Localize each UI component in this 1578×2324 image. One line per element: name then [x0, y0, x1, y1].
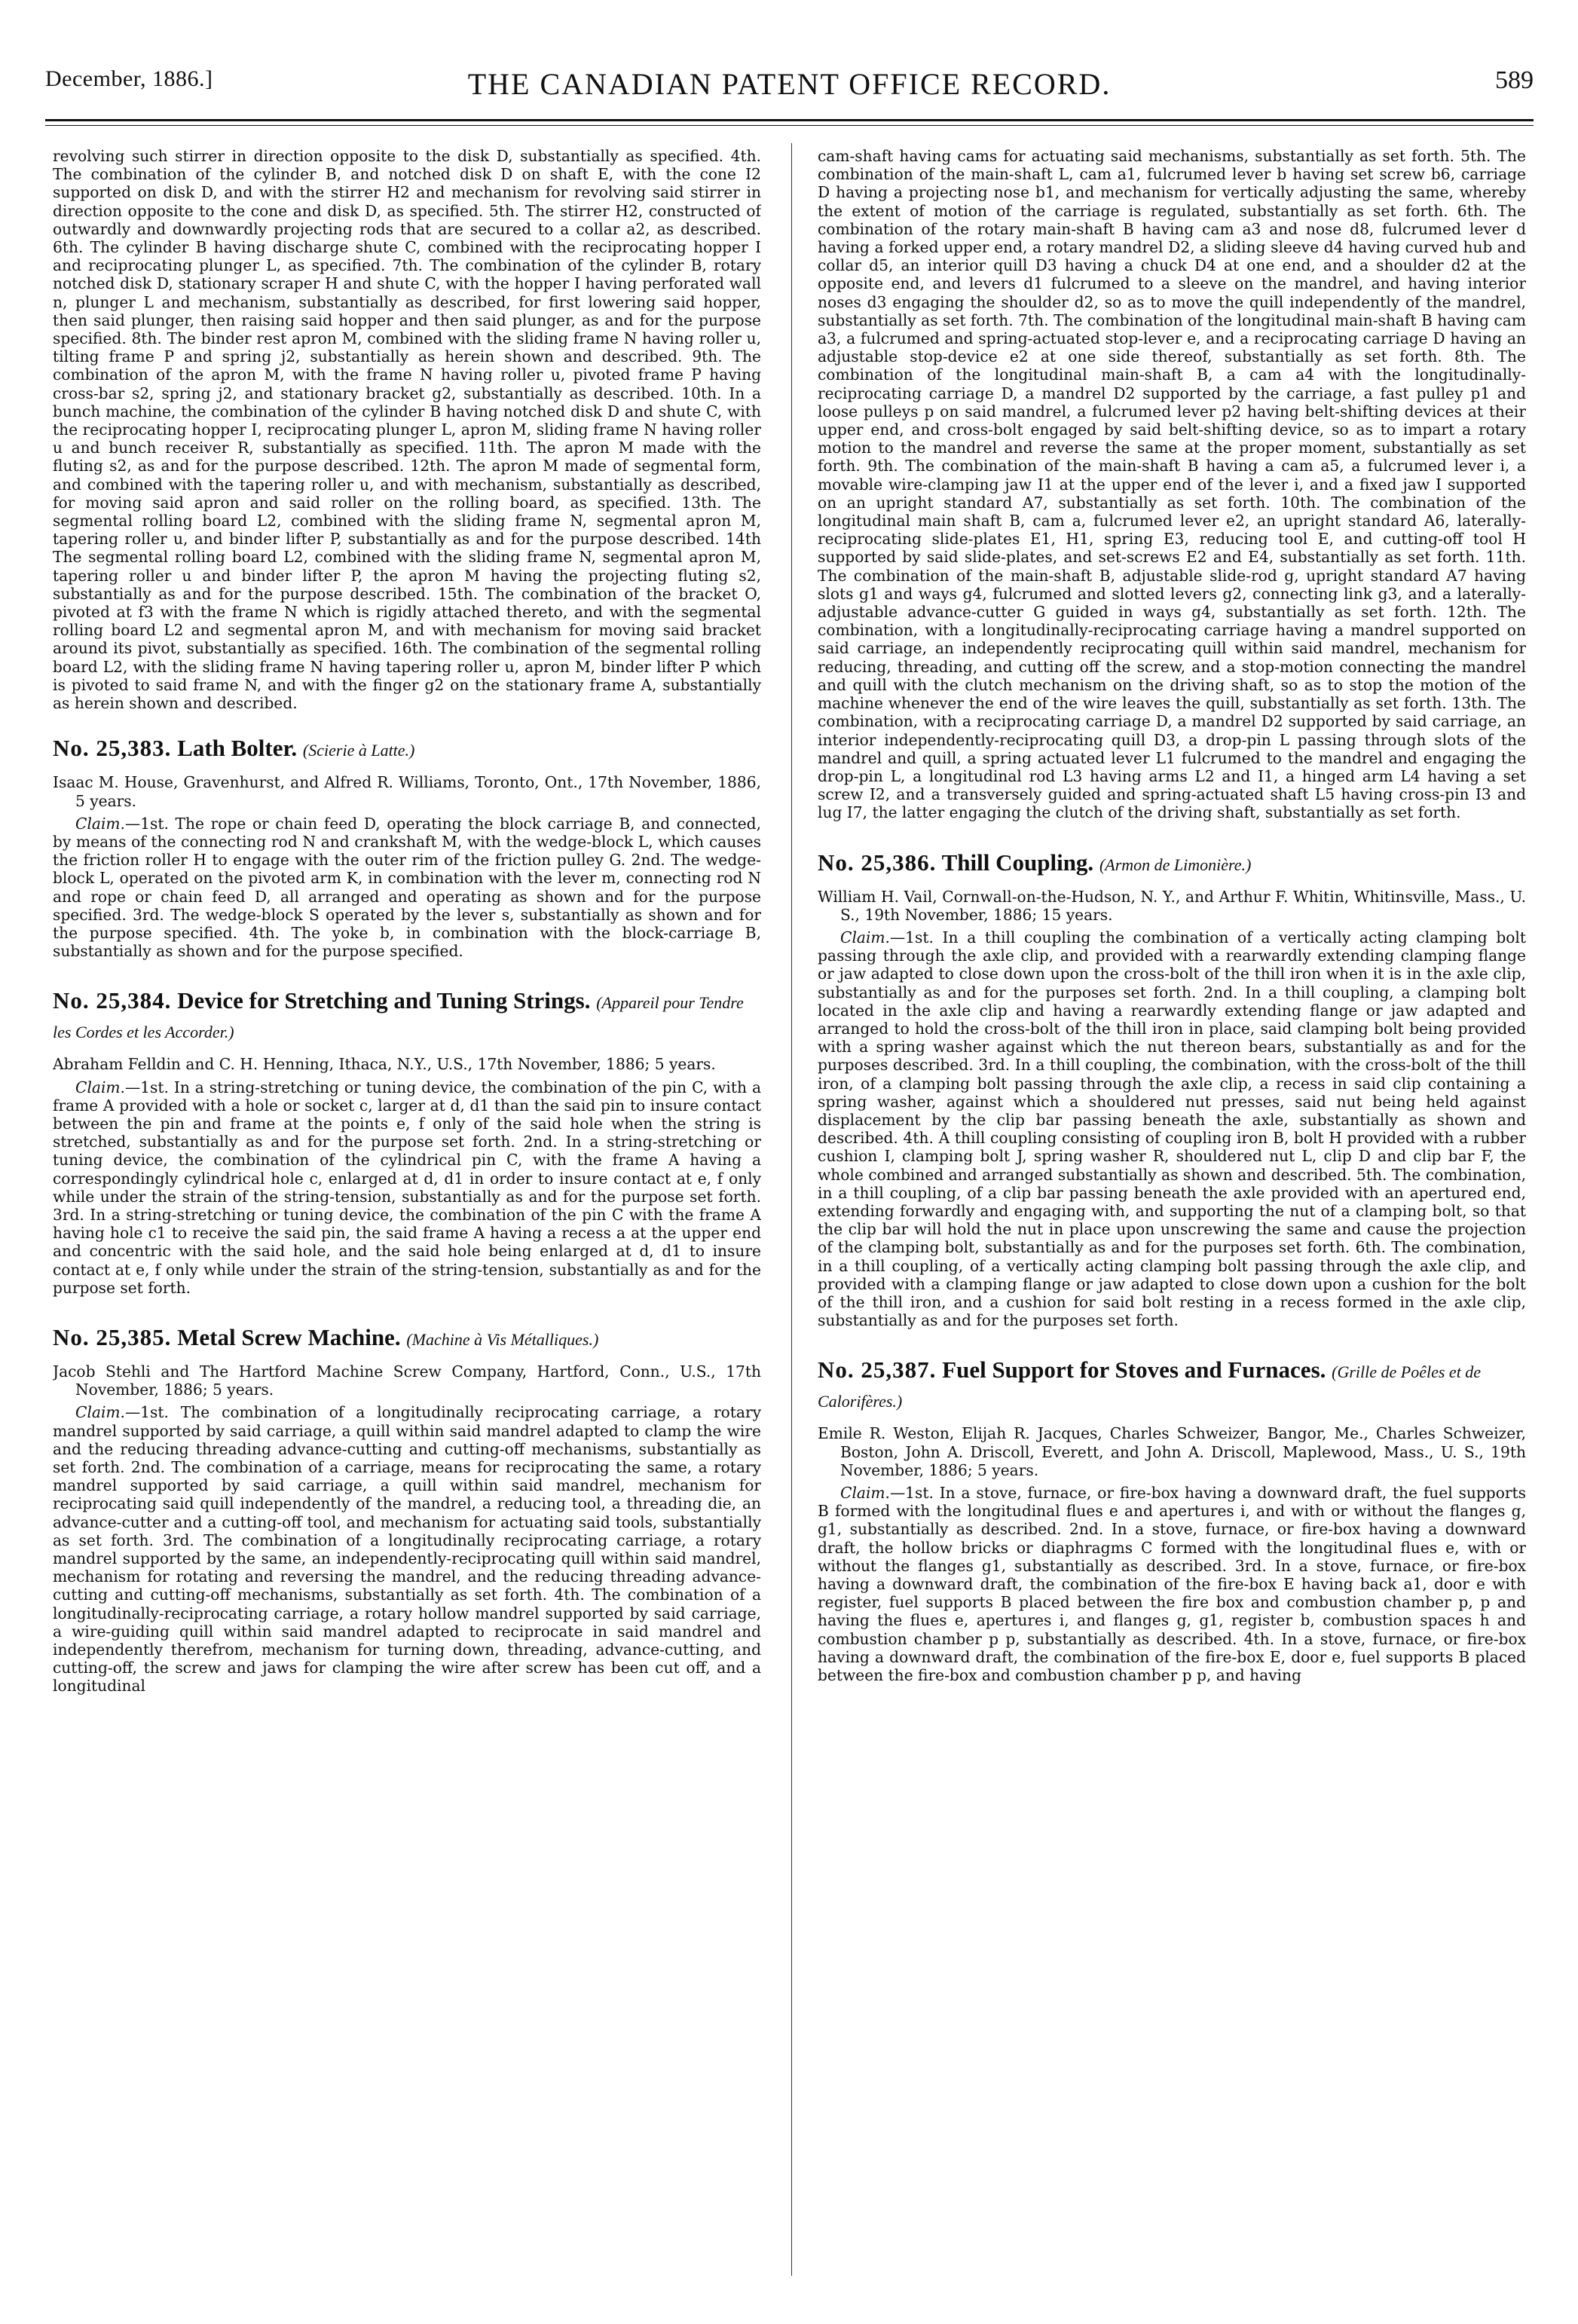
left-column [53, 147, 761, 2295]
patentees: Jacob Stehli and The Hartford Machine Screw Company, Hartford, Conn., U.S., 17th November, 1886; 5 years. [53, 1362, 761, 1399]
patent-french-title: (Scierie à Latte.) [302, 741, 415, 760]
header-rule [45, 119, 1534, 121]
header-date: December, 1886.] [45, 66, 213, 91]
patent-entry-25386 [818, 849, 1526, 1330]
patent-title: Metal Screw Machine. [177, 1323, 401, 1350]
claim-text [818, 928, 1526, 1329]
page-header [45, 66, 1534, 112]
patent-number: No. 25,386. [818, 849, 937, 876]
entry-title [53, 987, 761, 1046]
claim-label: Claim. [75, 1403, 125, 1422]
patent-title: Device for Stretching and Tuning Strings. [177, 987, 591, 1014]
patent-french-title: (Grille de Poêles et de Calorifères.) [818, 1362, 1482, 1411]
patent-entry-25384 [53, 987, 761, 1297]
header-rule-thin [45, 125, 1534, 126]
claim-label: Claim. [840, 1484, 890, 1502]
claim-text [53, 1078, 761, 1297]
patent-entry-25385 [53, 1324, 761, 1696]
patent-french-title: (Appareil pour Tendre les Cordes et les Accorder.) [53, 993, 744, 1042]
claim-body: —1st. In a thill coupling the combination of a vertically acting clamping bolt passing through the axle clip, and provided with a rearwardly extending clamping flange or jaw adapted to close down upon the cross-bolt of the thill iron when it is in the axle clip, substantially as and for the purposes set forth. 2nd. In a thill coupling, a clamping bolt located in the axle clip and having a rearwardly extending flange or jaw adapted and arranged to hold the cross-bolt of the thill iron in place, said clamping bolt being provided with a spring washer against which the nut thereon bears, substantially as and for the purposes described. 3rd. In a thill coupling, the combination, with the cross-bolt of the thill iron, of a clamping bolt passing through the axle clip, a recess in said clip containing a spring washer, against which a shouldered nut presses, said nut being held against displacement by the clip bar passing beneath the axle, substantially as shown and described. 4th. A thill coupling consisting of coupling iron B, bolt H provided with a rubber cushion I, clamping bolt J, spring washer R, shouldered nut L, clip D and clip bar F, the whole combined and arranged substantially as shown and described. 5th. The combination, in a thill coupling, of a clip bar passing beneath the axle provided with an apertured end, extending forwardly and engaging with, and supporting the nut of a clamping bolt, so that the clip bar will hold the nut in place upon unscrewing the same and cause the projection of the clamping bolt, substantially as and for the purposes set forth. 6th. The combination, in a thill coupling, of a vertically acting clamping bolt passing through the axle clip, and provided with a clamping flange or jaw adapted to close down upon a cushion for the bolt of the thill iron, and a cushion for said bolt resting in a recess formed in the axle clip, substantially as and for the purposes set forth. [818, 928, 1526, 1330]
patent-french-title: (Machine à Vis Métalliques.) [406, 1329, 599, 1349]
patent-title: Thill Coupling. [941, 849, 1094, 876]
patent-number: No. 25,385. [53, 1323, 172, 1350]
patent-title: Lath Bolter. [177, 735, 298, 762]
continued-claims-text: revolving such stirrer in direction opposite to the disk D, substantially as specified. 4th. The combination of the cylinder B, and notched disk D on shaft E, with the cone I2 supported on disk D, and with the stirrer H2 and mechanism for revolving said stirrer in direction opposite to the cone and disk D, as specified. 5th. The stirrer H2, constructed of outwardly and downwardly projecting rods that are secured to a collar a2, as described. 6th. The cylinder B having discharge shute C, combined with the reciprocating hopper I and reciprocating plunger L, as specified. 7th. The combination of the cylinder B, rotary notched disk D, stationary scraper H and shute C, with the hopper I having perforated wall n, plunger L and mechanism, substantially as described, for first lowering said hopper, then said plunger, then raising said hopper and then said plunger, as and for the purpose specified. 8th. The binder rest apron M, combined with the sliding frame N having roller u, tilting frame P and spring j2, substantially as herein shown and described. 9th. The combination of the apron M, with the frame N having roller u, pivoted frame P having cross-bar s2, spring j2, and stationary bracket g2, substantially as described. 10th. In a bunch machine, the combination of the cylinder B having notched disk D and shute C, with the reciprocating hopper I, reciprocating plunger L, apron M, sliding frame N having roller u and bunch receiver R, substantially as specified. 11th. The apron M made with the fluting s2, as and for the purpose described. 12th. The apron M made of segmental form, and combined with the tapering roller u, and with mechanism, substantially as described, for moving said apron and said roller on the rolling board, as specified. 13th. The segmental rolling board L2, combined with the sliding frame N, segmental apron M, tapering roller u, and binder lifter P, substantially as and for the purpose described. 14th The segmental rolling board L2, combined with the sliding frame N, segmental apron M, tapering roller u and binder lifter P, the apron M having the projecting fluting s2, substantially as and for the purpose described. 15th. The combination of the bracket O, pivoted at f3 with the frame N which is rigidly attached thereto, and with the segmental rolling board L2 and segmental apron M, and with mechanism for moving said bracket around its pivot, substantially as specified. 16th. The combination of the segmental rolling board L2, with the sliding frame N having tapering roller u, apron M, binder lifter P which is pivoted to said frame N, and with the finger g2 on the stationary frame A, substantially as herein shown and described. [53, 147, 761, 713]
claim-body: —1st. The rope or chain feed D, operating the block carriage B, and connected, by means of the connecting rod N and crankshaft M, with the wedge-block L, which causes the friction roller H to engage with the outer rim of the friction pulley G. 2nd. The wedge-block L, operated on the pivoted arm K, in combination with the lever m, connecting rod N and rope or chain feed D, all arranged and operating as shown and for the purpose specified. 3rd. The wedge-block S operated by the lever s, substantially as shown and for the purpose specified. 4th. The yoke b, in combination with the block-carriage B, substantially as shown and for the purpose specified. [53, 814, 761, 961]
claim-text [818, 1484, 1526, 1684]
patentees: Abraham Felldin and C. H. Henning, Ithaca, N.Y., U.S., 17th November, 1886; 5 years. [53, 1055, 716, 1074]
claim-label: Claim. [75, 1078, 125, 1096]
page-number: 589 [1495, 66, 1534, 94]
continued-claims-text: cam-shaft having cams for actuating said mechanisms, substantially as set forth. 5th. The combination of the main-shaft L, cam a1, fulcrumed lever b having set screw b6, carriage D having a projecting nose b1, and mechanism for vertically adjusting the same, whereby the extent of motion of the carriage is regulated, substantially as set forth. 6th. The combination of the rotary main-shaft B having cam a3 and nose d8, fulcrumed lever d having a forked upper end, a rotary mandrel D2, a sliding sleeve d4 having curved hub and collar d5, an interior quill D3 having a chuck D4 at one end, and a shoulder d2 at the opposite end, and levers d1 fulcrumed to a sleeve on the mandrel, and having interior noses d3 engaging the shoulder d2, so as to move the quill independently of the mandrel, substantially as set forth. 7th. The combination of the longitudinal main-shaft B having cam a3, a fulcrumed and spring-actuated stop-lever e, and a reciprocating carriage D having an adjustable stop-device e2 at one side thereof, substantially as set forth. 8th. The combination of the longitudinal main-shaft B, a cam a4 with the longitudinally-reciprocating carriage D, a mandrel D2 supported by the carriage, a fast pulley p1 and loose pulleys p on said mandrel, a fulcrumed lever p2 having belt-shifting devices at their upper end, and cross-bolt engaged by said belt-shifting device, so as to impart a rotary motion to the mandrel and reverse the same at the proper moment, substantially as set forth. 9th. The combination of the main-shaft B having a cam a5, a fulcrumed lever i, a movable wire-clamping jaw I1 at the upper end of the lever i, and a fixed jaw I supported on an upright standard A7, substantially as set forth. 10th. The combination of the longitudinal main shaft B, cam a, fulcrumed lever e2, an upright standard A6, laterally-reciprocating slide-plates E1, H1, spring E3, reducing tool E, and cutting-off tool H supported by said slide-plates, and set-screws E2 and E4, substantially as set forth. 11th. The combination of the main-shaft B, adjustable slide-rod g, upright standard A7 having slots g1 and ways g4, fulcrumed and slotted levers g2, connecting link g3, and a laterally-adjustable advance-cutter G guided in ways g4, substantially as set forth. 12th. The combination, with a longitudinally-reciprocating carriage having a mandrel supported on said carriage, an independently reciprocating quill within said mandrel, mechanism for reducing, threading, and cutting off the screw, and a stop-motion connecting the mandrel and quill with the clutch mechanism on the driving shaft, so as to stop the motion of the machine whenever the end of the wire leaves the quill, substantially as set forth. 13th. The combination, with a reciprocating carriage D, a mandrel D2 supported by said carriage, an interior independently-reciprocating quill D3, a drop-pin L passing through slots of the mandrel and quill, a spring actuated lever L1 fulcrumed to the mandrel and engaging the drop-pin L, a longitudinal rod L3 having arms L2 and I1, a hinged arm L4 having a set screw I2, and a transversely guided and spring-actuated shaft L5 having cross-pin I3 and lug I7, the latter engaging the clutch of the driving shaft, substantially as set forth. [818, 147, 1526, 822]
patentees: Emile R. Weston, Elijah R. Jacques, Charles Schweizer, Bangor, Me., Charles Schweizer, Boston, John A. Driscoll, Everett, and John A. Driscoll, Maplewood, Mass., U. S., 19th November, 1886; 5 years. [818, 1424, 1526, 1479]
claim-label: Claim. [75, 814, 125, 833]
claim-body: —1st. The combination of a longitudinally reciprocating carriage, a rotary mandrel supported by said carriage, a quill within said mandrel adapted to clamp the wire and the reducing threading advance-cutting and cutting-off mechanisms, substantially as set forth. 2nd. The combination of a carriage, means for reciprocating the same, a rotary mandrel supported by said carriage, a quill within said mandrel, mechanism for reciprocating said quill independently of the mandrel, a reducing tool, a threading die, an advance-cutter and a cutting-off tool, and mechanism for actuating said tools, substantially as set forth. 3rd. The combination of a longitudinally reciprocating carriage, a rotary mandrel supported by the same, an independently-reciprocating quill within said mandrel, mechanism for rotating and reversing the mandrel, and the reducing threading advance-cutting and cutting-off mechanisms, substantially as set forth. 4th. The combination of a longitudinally-reciprocating carriage, a rotary hollow mandrel supported by said carriage, a wire-guiding quill within said mandrel adapted to reciprocate in said mandrel and independently therefrom, mechanism for turning down, threading, advance-cutting, and cutting-off, the screw and jaws for clamping the wire after screw has been cut off, and a longitudinal [53, 1403, 761, 1696]
patent-french-title: (Armon de Limonière.) [1099, 855, 1252, 874]
patent-title: Fuel Support for Stoves and Furnaces. [942, 1356, 1326, 1384]
claim-body: —1st. In a string-stretching or tuning device, the combination of the pin C, with a frame A provided with a hole or socket c, larger at d, d1 than the said pin to insure contact between the pin and frame at the points e, f only of the said hole when the string is stretched, substantially as and for the purpose set forth. 2nd. In a string-stretching or tuning device, the combination of the cylindrical pin C, with the frame A having a correspondingly cylindrical hole c, enlarged at d, d1 in order to insure contact at e, f only while under the strain of the string-tension, substantially as and for the purpose set forth. 3rd. In a string-stretching or tuning device, the combination of the pin C with the frame A having hole c1 to receive the said pin, the said frame A having a recess a at the upper end and concentric with the said hole, and the said hole being enlarged at d, d1 to insure contact at e, f only while under the strain of the string-tension, substantially as and for the purpose set forth. [53, 1078, 761, 1297]
entry-title [53, 735, 761, 764]
patentees: Isaac M. House, Gravenhurst, and Alfred R. Williams, Toronto, Ont., 17th November, 1886, 5 years. [53, 773, 761, 810]
right-column [818, 147, 1526, 2295]
entry-title [818, 1356, 1526, 1415]
patent-number: No. 25,384. [53, 987, 172, 1014]
claim-text [53, 815, 761, 961]
patent-number: No. 25,387. [818, 1356, 937, 1384]
patentees: William H. Vail, Cornwall-on-the-Hudson, N. Y., and Arthur F. Whitin, Whitinsville, Mass., U. S., 19th November, 1886; 15 years. [818, 887, 1526, 924]
column-divider [791, 143, 792, 2276]
patent-entry-25383 [53, 735, 761, 960]
patent-entry-25387 [818, 1356, 1526, 1684]
header-title: THE CANADIAN PATENT OFFICE RECORD. [467, 67, 1112, 101]
entry-title [53, 1324, 761, 1353]
entry-title [818, 849, 1526, 879]
patent-number: No. 25,383. [53, 735, 172, 762]
claim-label: Claim. [840, 928, 890, 946]
claim-text [53, 1403, 761, 1695]
claim-body: —1st. In a stove, furnace, or fire-box having a downward draft, the fuel supports B formed with the longitudinal flues e and apertures i, and with or without the flanges g, g1, substantially as described. 2nd. In a stove, furnace, or fire-box having a downward draft, the hollow bricks or diaphragms C formed with the longitudinal flues e, with or without the flanges g1, substantially as described. 3rd. In a stove, furnace, or fire-box having a downward draft, the combination of the fire-box E having back a1, door e with register, fuel supports B placed between the fire box and combustion chamber p, p and having the flues e, apertures i, and flanges g, g1, register b, combustion spaces h and combustion chamber p p, substantially as described. 4th. In a stove, furnace, or fire-box having a downward draft, the combination of the fire-box E, door e, fuel supports B placed between the fire-box and combustion chamber p p, and having [818, 1484, 1526, 1685]
